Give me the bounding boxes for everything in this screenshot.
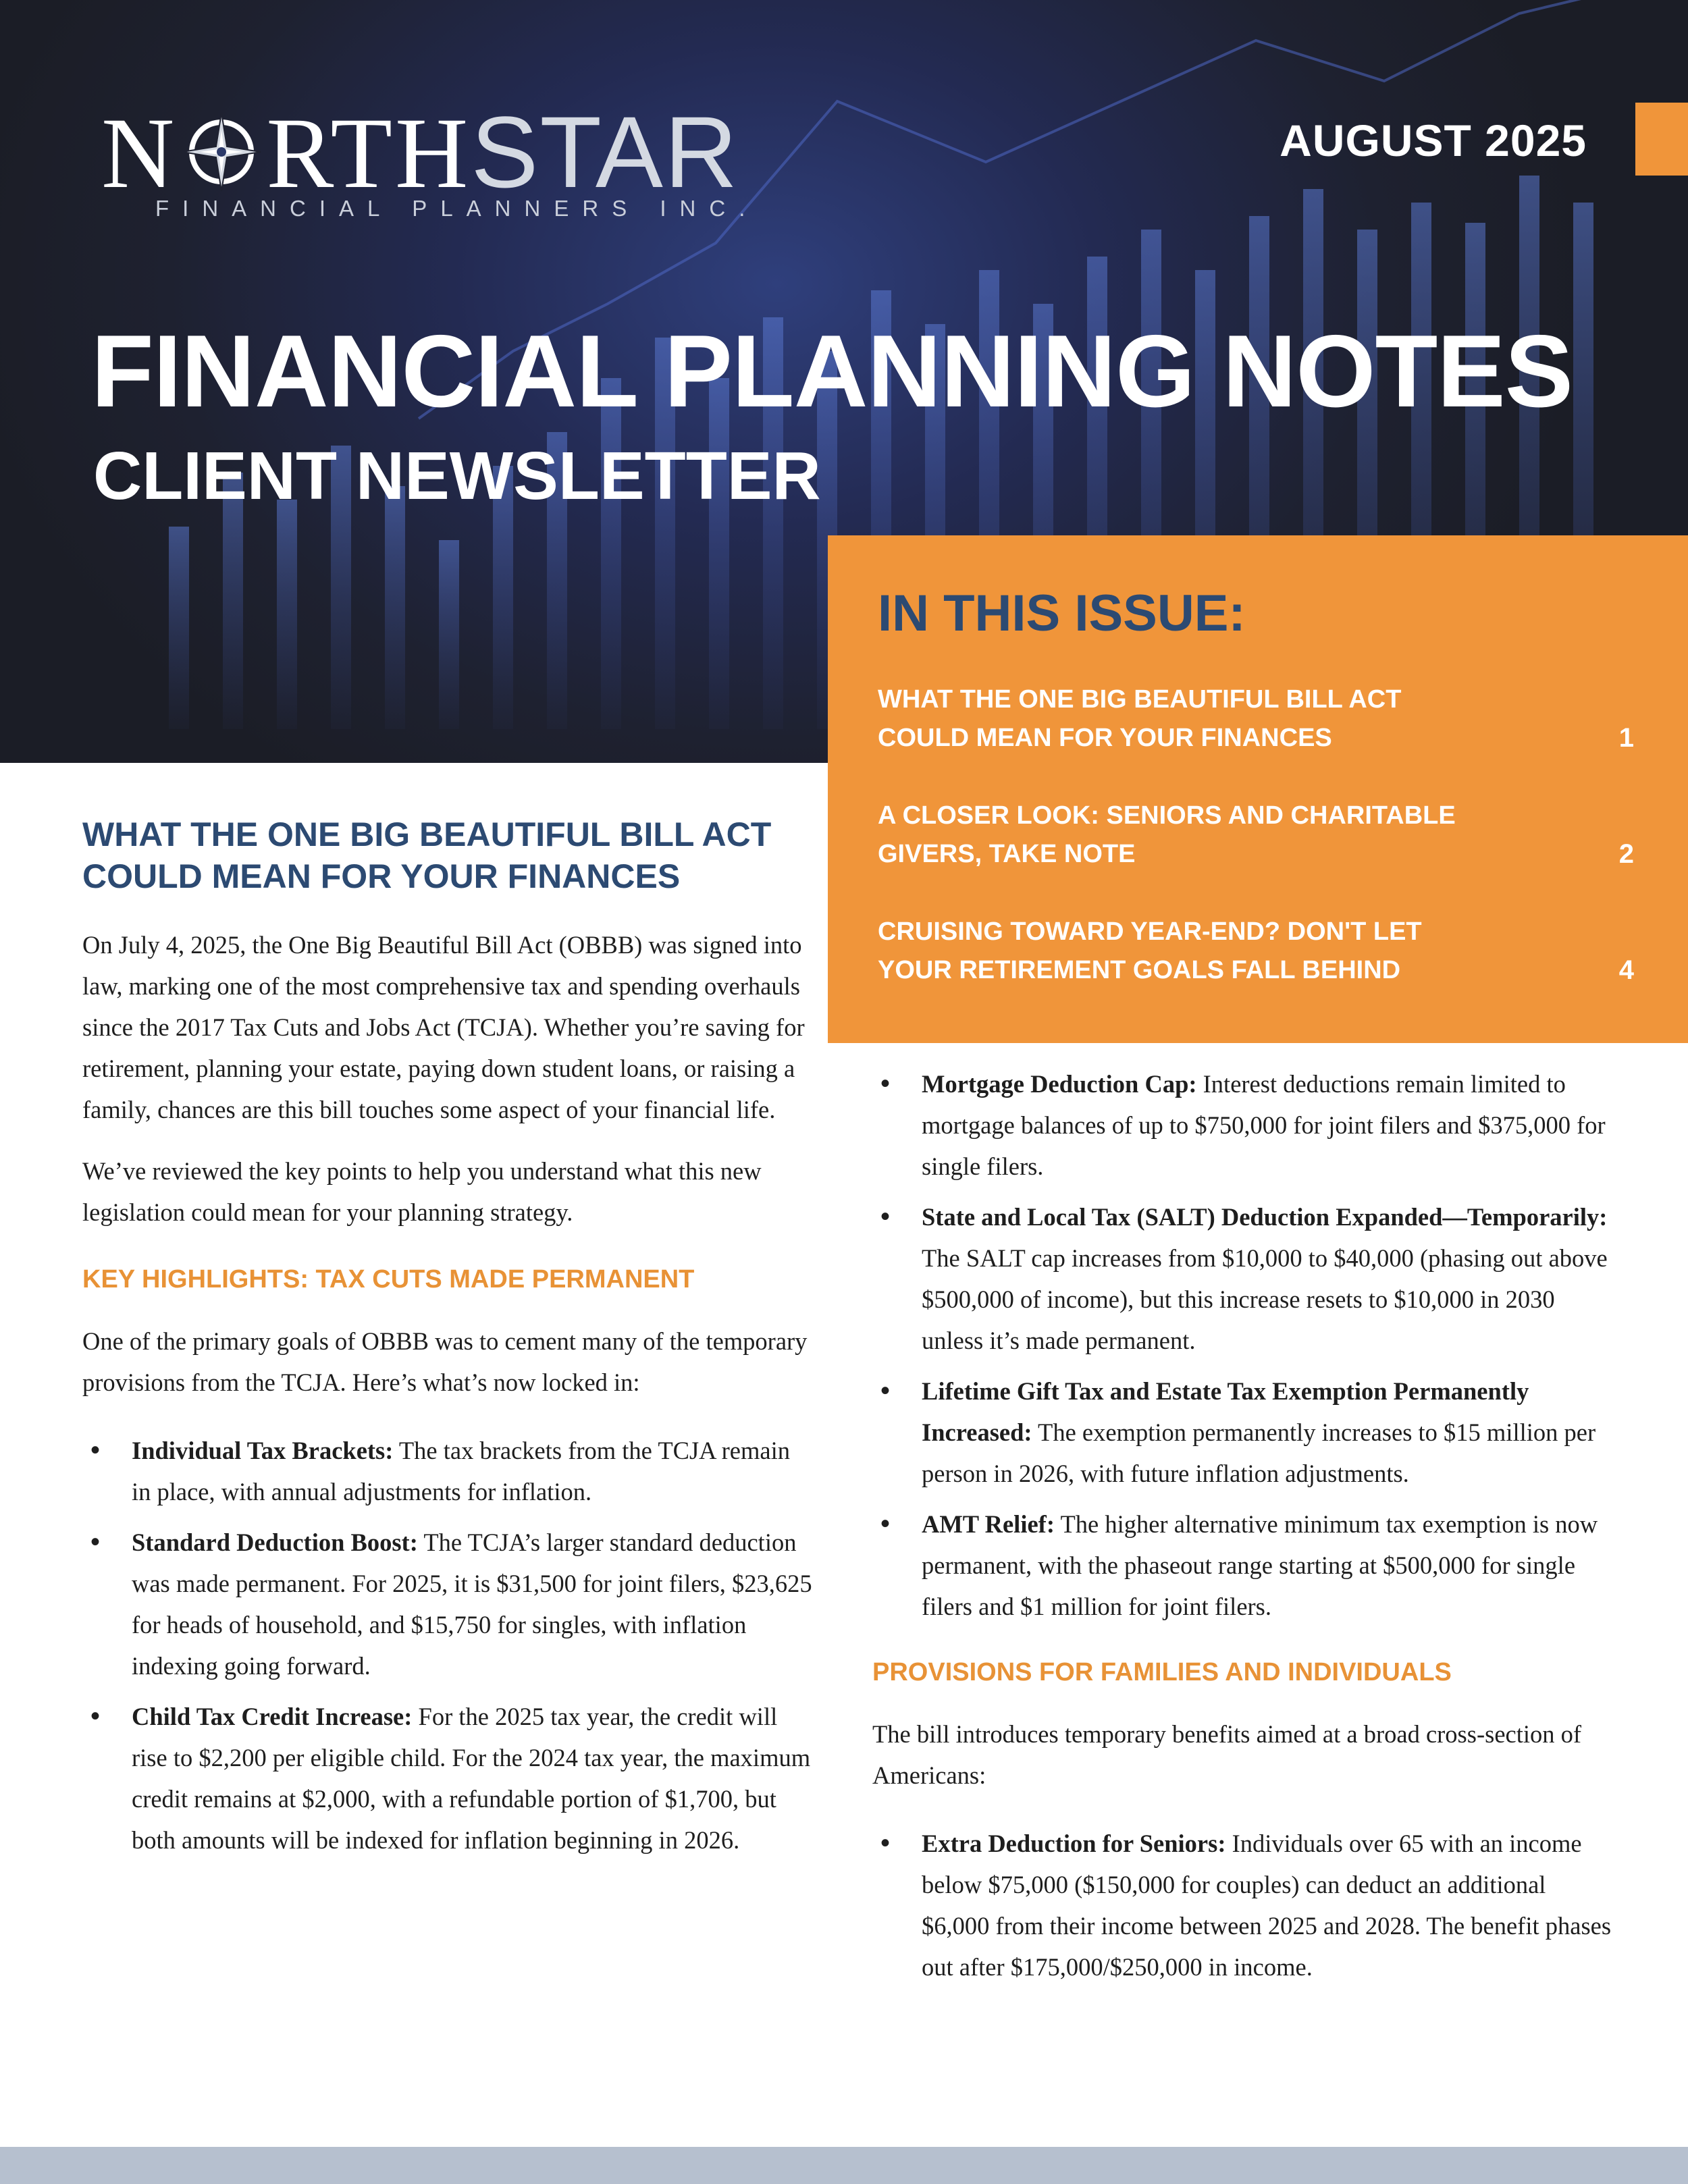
article-paragraph: One of the primary goals of OBBB was to cement many of the temporary provisions from the TCJA. Here’s what’s now locked in: (82, 1327, 808, 1396)
newsletter-title: FINANCIAL PLANNING NOTES (91, 314, 1573, 429)
bullet-item (872, 1370, 1615, 1494)
bullet-item (82, 1522, 815, 1686)
compass-star-icon (181, 111, 262, 192)
bullet-label: AMT Relief: (922, 1510, 1055, 1538)
bullet-text: The exemption permanently increases to $15 million per person in 2026, with future inflation adjustments. (922, 1418, 1596, 1487)
northstar-logo (101, 95, 759, 230)
bullet-text: The TCJA’s larger standard deduction was made permanent. For 2025, it is $31,500 for joint filers, $23,625 for heads of household, and $15,750 for singles, with inflation indexing going forward. (132, 1528, 812, 1680)
toc-item[interactable] (878, 913, 1634, 990)
toc-item-text: CRUISING TOWARD YEAR-END? DON'T LET YOUR RETIREMENT GOALS FALL BEHIND (878, 917, 1422, 984)
bullet-text: Individuals over 65 with an income below $75,000 ($150,000 for couples) can deduct an additional $6,000 from their income between 2025 and 2028. The benefit phases out after $175,000/$250,000 in income. (922, 1830, 1612, 1981)
logo-wordmark: N RTHSTAR (101, 95, 739, 209)
bullet-text: The higher alternative minimum tax exemption is now permanent, with the phaseout range starting at $500,000 for single filers and $1 million for joint filers. (922, 1510, 1598, 1620)
article-left-column (82, 814, 815, 1874)
bullet-item (82, 1696, 815, 1861)
bullet-item (82, 1430, 815, 1512)
bullet-label: Mortgage Deduction Cap: (922, 1070, 1197, 1098)
newsletter-subtitle: CLIENT NEWSLETTER (93, 438, 821, 514)
bullet-text: Interest deductions remain limited to mortgage balances of up to $750,000 for joint filers and $375,000 for single filers. (922, 1070, 1606, 1180)
bullet-list (82, 1430, 815, 1861)
bullet-label: State and Local Tax (SALT) Deduction Expanded—Temporarily: (922, 1203, 1608, 1231)
bullet-list (872, 1063, 1615, 1627)
bullet-label: Lifetime Gift Tax and Estate Tax Exemption Permanently Increased: (922, 1377, 1529, 1446)
bullet-label: Individual Tax Brackets: (132, 1437, 394, 1464)
toc-item-page: 4 (1618, 955, 1634, 985)
section-heading: KEY HIGHLIGHTS: TAX CUTS MADE PERMANENT (82, 1265, 695, 1294)
toc-item-text: A CLOSER LOOK: SENIORS AND CHARITABLE GIVERS, TAKE NOTE (878, 801, 1456, 868)
bullet-item (872, 1823, 1615, 1988)
section-heading: PROVISIONS FOR FAMILIES AND INDIVIDUALS (872, 1658, 1452, 1686)
footer-bar (0, 2147, 1688, 2184)
bullet-text: The SALT cap increases from $10,000 to $40,000 (phasing out above $500,000 of income), but this increase resets to $10,000 in 2030 unless it’s made permanent. (922, 1244, 1608, 1354)
article-heading: WHAT THE ONE BIG BEAUTIFUL BILL ACT COULD MEAN FOR YOUR FINANCES (82, 816, 772, 895)
article-paragraph: On July 4, 2025, the One Big Beautiful Bill Act (OBBB) was signed into law, marking one of the most comprehensive tax and spending overhauls since the 2017 Tax Cuts and Jobs Act (TCJA). Whether you’re saving for retirement, planning your estate, paying down student loans, or raising a family, chances are this bill touches some aspect of your financial life. (82, 931, 805, 1123)
article-paragraph: The bill introduces temporary benefits aimed at a broad cross-section of Americans: (872, 1720, 1582, 1789)
bullet-item (872, 1063, 1615, 1187)
bullet-label: Standard Deduction Boost: (132, 1528, 418, 1556)
article-right-column (872, 1063, 1615, 2001)
bullet-text: The tax brackets from the TCJA remain in place, with annual adjustments for inflation. (132, 1437, 790, 1506)
toc-item-text: WHAT THE ONE BIG BEAUTIFUL BILL ACT COULD MEAN FOR YOUR FINANCES (878, 685, 1402, 752)
logo-subtitle: FINANCIAL PLANNERS INC. (155, 196, 759, 221)
bullet-text: For the 2025 tax year, the credit will rise to $2,200 per eligible child. For the 2024 tax year, the maximum credit remains at $2,000, with a refundable portion of $1,700, but both amounts will be indexed for inflation beginning in 2026. (132, 1703, 811, 1854)
toc-item[interactable] (878, 681, 1634, 757)
bullet-item (872, 1196, 1615, 1361)
in-this-issue-box (828, 535, 1688, 1043)
toc-item[interactable] (878, 797, 1634, 874)
toc-item-page: 2 (1618, 839, 1634, 869)
toc-item-page: 1 (1618, 723, 1634, 753)
issue-date: AUGUST 2025 (1280, 115, 1587, 165)
orange-corner-tab (1635, 103, 1688, 176)
toc-title: IN THIS ISSUE: (878, 585, 1246, 642)
bullet-label: Extra Deduction for Seniors: (922, 1830, 1226, 1857)
article-paragraph: We’ve reviewed the key points to help you understand what this new legislation could mean for your planning strategy. (82, 1157, 762, 1226)
bullet-list (872, 1823, 1615, 1988)
bullet-label: Child Tax Credit Increase: (132, 1703, 413, 1730)
bullet-item (872, 1503, 1615, 1627)
